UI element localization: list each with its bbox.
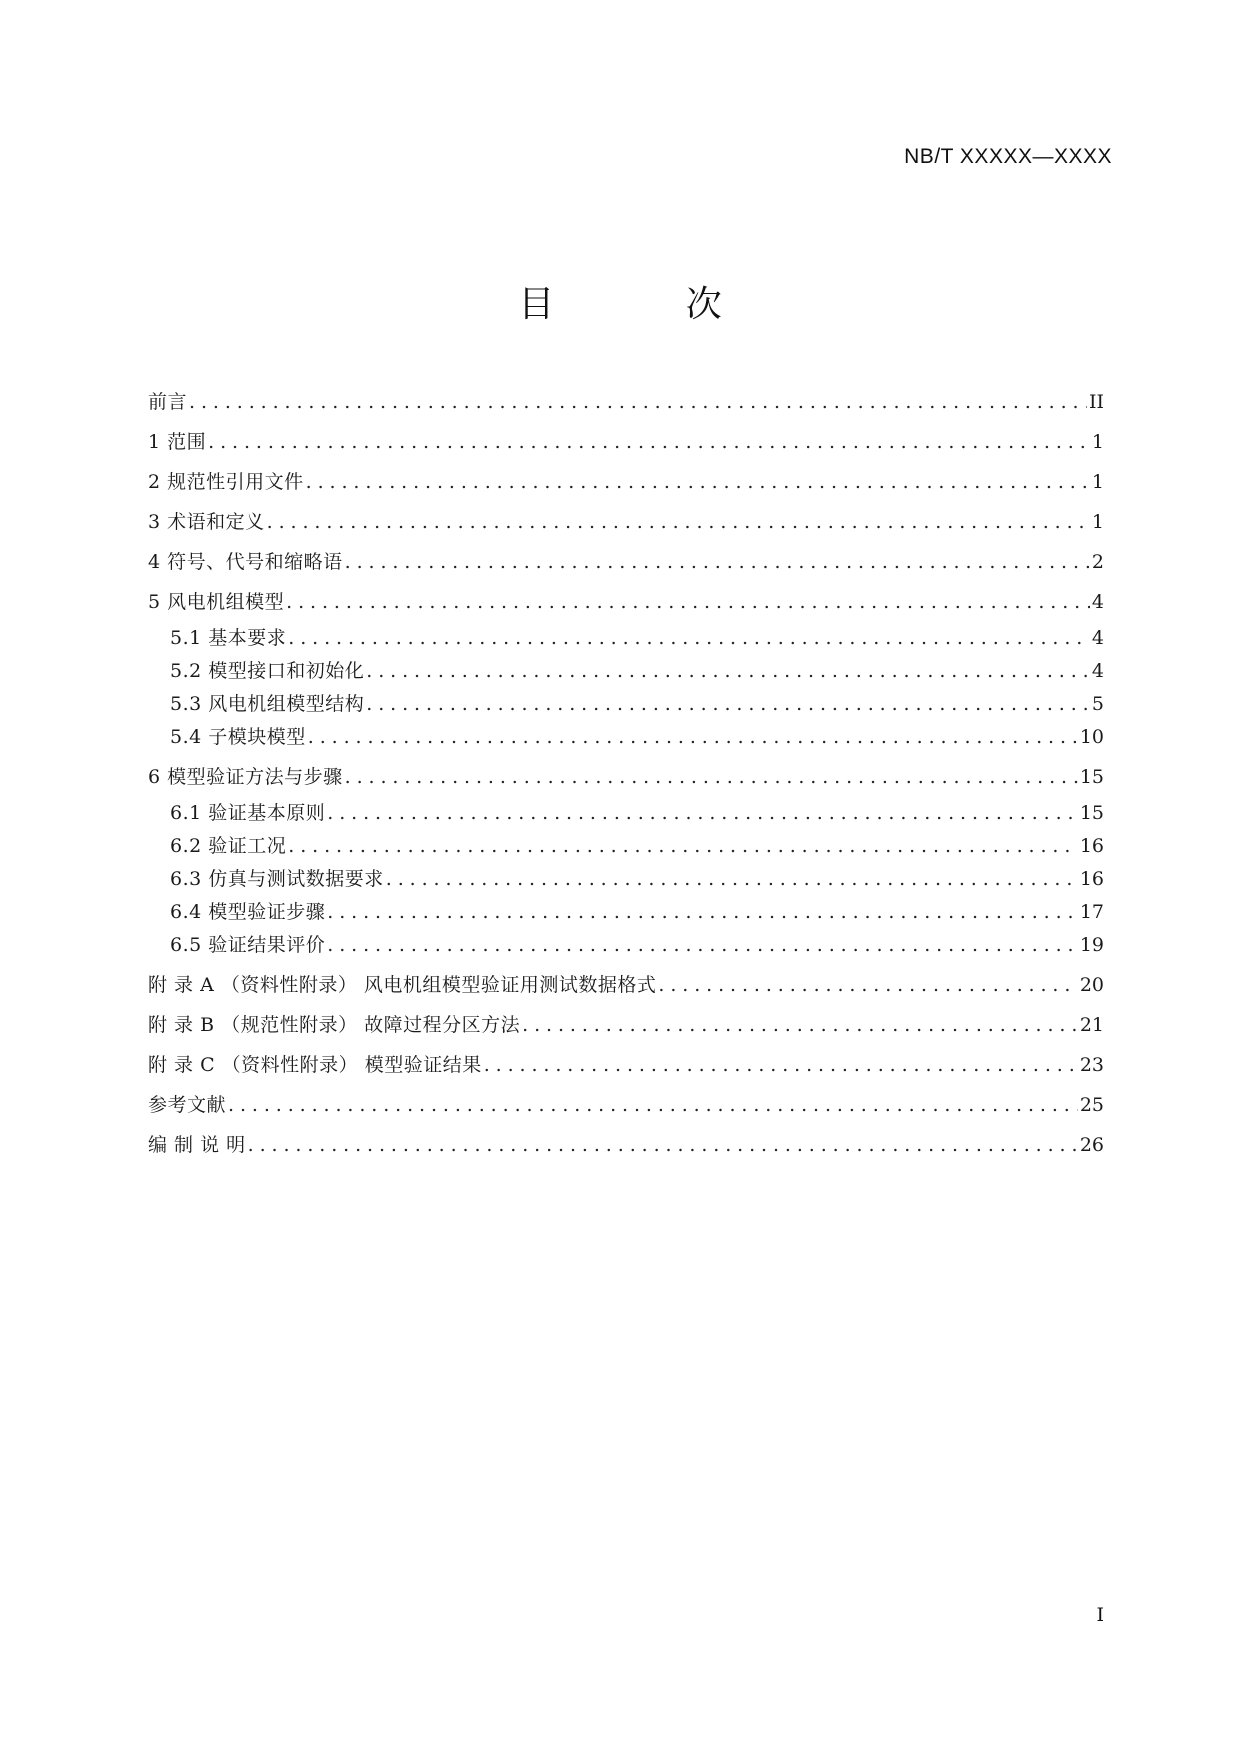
toc-entry[interactable] (148, 625, 1104, 651)
toc-dot-leader (286, 589, 1090, 615)
document-code: NB/T XXXXX—XXXX (904, 145, 1112, 168)
toc-entry-label: 编 制 说 明 (148, 1134, 246, 1156)
toc-dot-leader (345, 764, 1078, 790)
toc-entry-label: 5.3 风电机组模型结构 (170, 693, 365, 715)
toc-dot-leader (366, 658, 1090, 684)
toc-dot-leader (288, 833, 1078, 859)
toc-entry-page: 21 (1079, 1014, 1104, 1036)
page-title: 目 次 (518, 284, 782, 325)
toc-entry[interactable] (148, 589, 1104, 615)
toc-entry[interactable] (148, 972, 1104, 998)
toc-dot-leader (484, 1052, 1078, 1078)
toc-entry-label: 5.2 模型接口和初始化 (170, 660, 365, 682)
toc-entry-label: 前言 (148, 391, 188, 413)
toc-entry-label: 附 录 A （资料性附录） 风电机组模型验证用测试数据格式 (148, 974, 657, 996)
toc-entry[interactable] (148, 658, 1104, 684)
toc-entry-label: 3 术语和定义 (148, 511, 265, 533)
toc-dot-leader (345, 549, 1090, 575)
toc-entry-page: 16 (1079, 835, 1104, 857)
toc-dot-leader (386, 866, 1078, 892)
toc-entry[interactable] (148, 800, 1104, 826)
toc-entry[interactable] (148, 549, 1104, 575)
toc-entry[interactable] (148, 1012, 1104, 1038)
toc-entry-page: 1 (1091, 471, 1104, 493)
table-of-contents (148, 389, 1104, 1158)
toc-entry-label: 1 范围 (148, 431, 207, 453)
toc-entry-page: 15 (1079, 766, 1104, 788)
toc-entry-page: 25 (1079, 1094, 1104, 1116)
toc-entry-page: 23 (1079, 1054, 1104, 1076)
toc-entry[interactable] (148, 1092, 1104, 1118)
toc-entry-page: 20 (1079, 974, 1104, 996)
toc-entry-label: 6.5 验证结果评价 (170, 934, 326, 956)
toc-dot-leader (288, 625, 1090, 651)
toc-dot-leader (189, 389, 1087, 415)
toc-entry-page: 16 (1079, 868, 1104, 890)
toc-entry-page: 19 (1079, 934, 1104, 956)
toc-dot-leader (267, 509, 1090, 535)
toc-entry[interactable] (148, 389, 1104, 415)
toc-entry-page: 4 (1091, 591, 1104, 613)
toc-dot-leader (366, 691, 1090, 717)
toc-entry[interactable] (148, 899, 1104, 925)
toc-dot-leader (658, 972, 1077, 998)
page-number: I (1096, 1604, 1104, 1626)
toc-entry-label: 6.4 模型验证步骤 (170, 901, 326, 923)
toc-entry-page: II (1088, 391, 1104, 413)
toc-entry[interactable] (148, 833, 1104, 859)
toc-entry-label: 附 录 C （资料性附录） 模型验证结果 (148, 1054, 482, 1076)
toc-entry[interactable] (148, 429, 1104, 455)
toc-entry-label: 6.1 验证基本原则 (170, 802, 326, 824)
toc-dot-leader (228, 1092, 1078, 1118)
toc-entry-page: 15 (1079, 802, 1104, 824)
toc-entry[interactable] (148, 469, 1104, 495)
toc-entry[interactable] (148, 724, 1104, 750)
toc-entry[interactable] (148, 1132, 1104, 1158)
toc-entry-label: 6 模型验证方法与步骤 (148, 766, 343, 788)
toc-entry-page: 10 (1079, 726, 1104, 748)
toc-dot-leader (248, 1132, 1078, 1158)
toc-entry-page: 4 (1091, 627, 1104, 649)
toc-dot-leader (327, 932, 1078, 958)
toc-entry-label: 6.2 验证工况 (170, 835, 287, 857)
toc-entry-page: 5 (1091, 693, 1104, 715)
toc-entry-page: 2 (1091, 551, 1104, 573)
toc-entry-page: 4 (1091, 660, 1104, 682)
toc-dot-leader (308, 724, 1078, 750)
toc-dot-leader (522, 1012, 1078, 1038)
toc-dot-leader (208, 429, 1090, 455)
toc-dot-leader (327, 899, 1078, 925)
toc-entry[interactable] (148, 1052, 1104, 1078)
toc-entry-label: 附 录 B （规范性附录） 故障过程分区方法 (148, 1014, 521, 1036)
toc-entry-label: 5 风电机组模型 (148, 591, 285, 613)
toc-entry[interactable] (148, 764, 1104, 790)
toc-entry-page: 26 (1079, 1134, 1104, 1156)
toc-dot-leader (306, 469, 1090, 495)
toc-entry[interactable] (148, 866, 1104, 892)
toc-entry-label: 4 符号、代号和缩略语 (148, 551, 343, 573)
toc-entry-label: 6.3 仿真与测试数据要求 (170, 868, 384, 890)
toc-entry-page: 1 (1091, 511, 1104, 533)
toc-entry-label: 5.4 子模块模型 (170, 726, 306, 748)
toc-entry-label: 参考文献 (148, 1094, 227, 1116)
toc-entry-label: 5.1 基本要求 (170, 627, 287, 649)
toc-entry[interactable] (148, 932, 1104, 958)
toc-entry[interactable] (148, 691, 1104, 717)
toc-entry-page: 17 (1079, 901, 1104, 923)
toc-entry-page: 1 (1091, 431, 1104, 453)
toc-entry[interactable] (148, 509, 1104, 535)
toc-entry-label: 2 规范性引用文件 (148, 471, 304, 493)
toc-dot-leader (327, 800, 1078, 826)
